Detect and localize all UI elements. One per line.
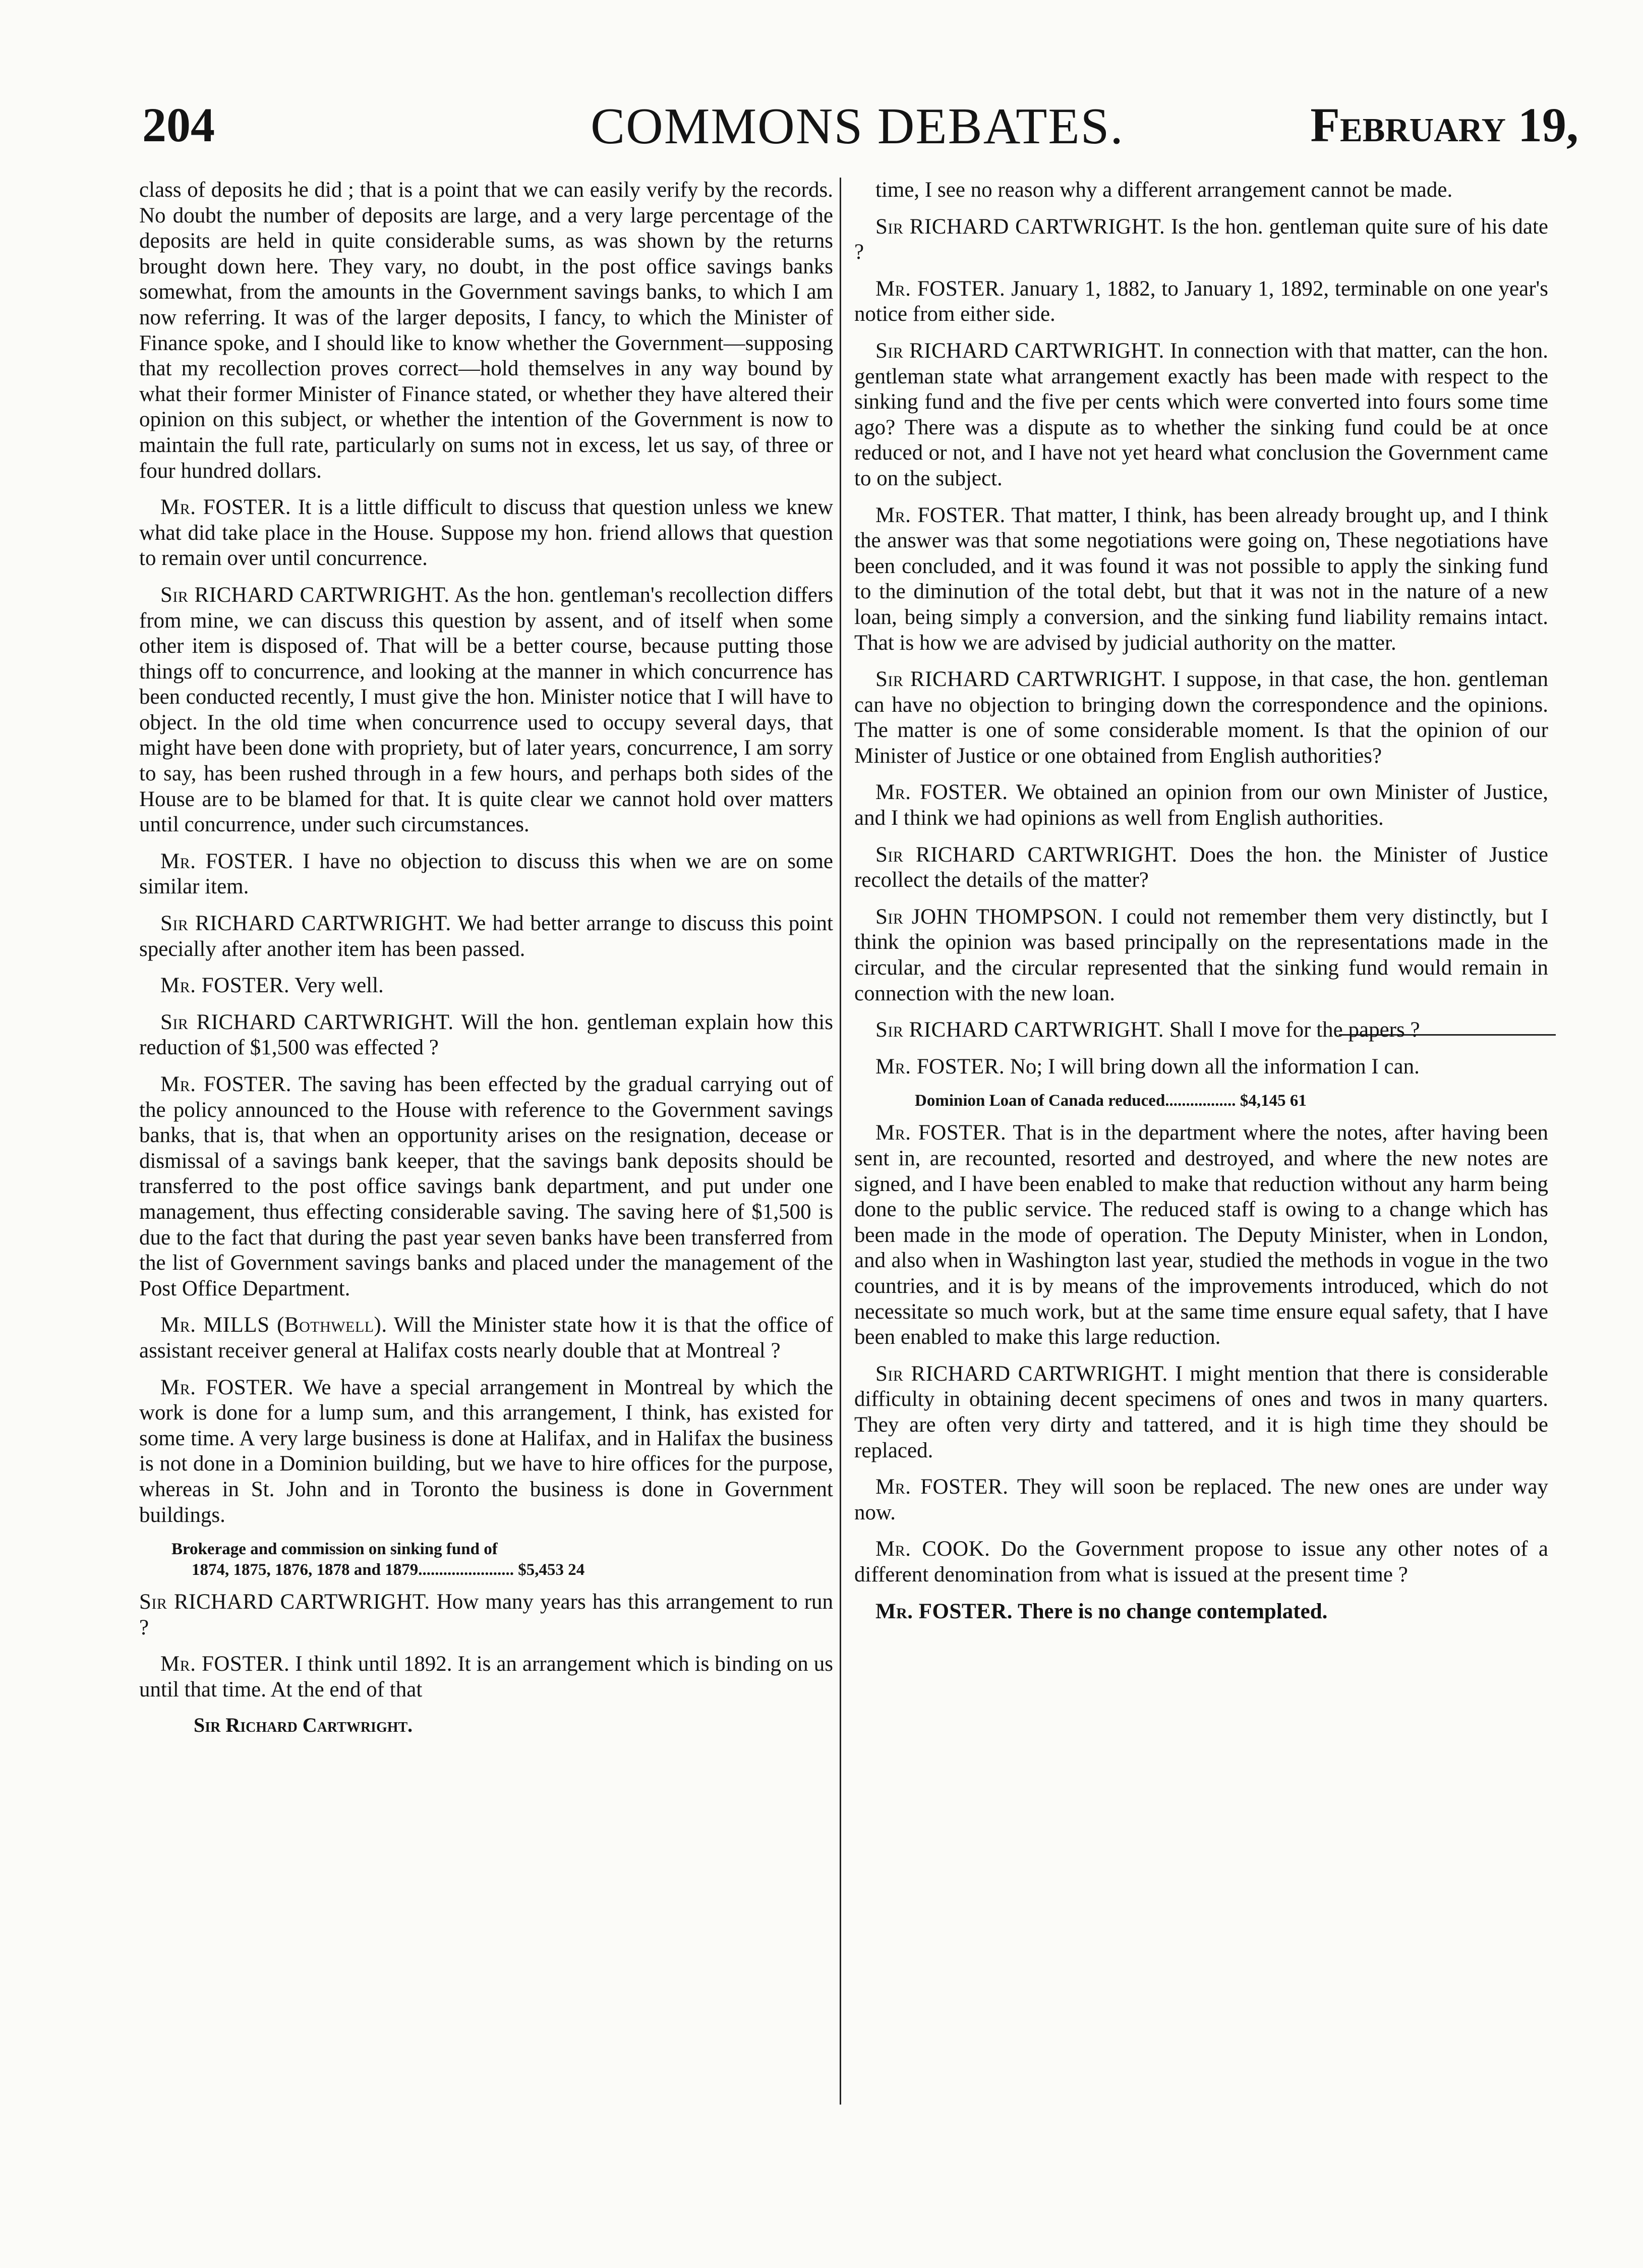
right-paragraphs-after (854, 1120, 1548, 1624)
speech-text: I might mention that there is considerable difficulty in obtaining decent specimens of ones and twos in many quarters. They are often very dirty and tattered, and it is high time they should be replaced. (854, 1362, 1548, 1462)
estimate-item-amount: $5,453 24 (518, 1561, 585, 1579)
speech-text: Shall I move for the papers ? (1169, 1018, 1420, 1042)
speech-paragraph (854, 214, 1548, 265)
left-paragraphs-after (139, 1590, 833, 1703)
column-divider (840, 178, 841, 2105)
speaker-name: Sir RICHARD CARTWRIGHT. (160, 1010, 454, 1034)
speaker-name: Sir RICHARD CARTWRIGHT. (160, 912, 451, 936)
speech-text: That matter, I think, has been already brought up, and I think the answer was that some negotiations were going on, These negotiations have been concluded, and it was found it was not possible to apply the sinking fund to the diminution of the total debt, but that it was not in the nature of a new loan, being simply a conversion, and the sinking fund liability remains intact. That is how we are advised by judicial authority on the matter. (854, 503, 1548, 655)
speech-paragraph (854, 178, 1548, 203)
speech-paragraph (854, 1475, 1548, 1525)
speaker-name: Mr. FOSTER. (160, 495, 291, 520)
speech-text: In connection with that matter, can the hon. gentleman state what arrangement exactly has been made with respect to the sinking fund and the five per cents which were converted into fours some time ago? There was a dispute as to whether the sinking fund could be at once reduced or not, and I have not yet heard what conclusion the Government came to on the subject. (854, 338, 1548, 490)
estimate-item-amount: $4,145 61 (1240, 1092, 1307, 1110)
speech-paragraph (139, 1590, 833, 1640)
catchword: Sir Richard Cartwright. (194, 1714, 413, 1737)
speaker-name: Sir RICHARD CARTWRIGHT. (875, 842, 1178, 867)
speaker-name: Mr. FOSTER. (875, 503, 1006, 527)
speech-paragraph (854, 1599, 1548, 1625)
estimate-item (139, 1539, 833, 1580)
speech-text: I suppose, in that case, the hon. gentleman can have no objection to bringing down the correspondence and the opinions. The matter is one of some considerable moment. Is that the opinion of our Minister of Justice or one obtained from English authorities? (854, 667, 1548, 768)
speech-paragraph (854, 503, 1548, 656)
left-paragraphs (139, 178, 833, 1528)
speech-text: It is a little difficult to discuss that question unless we knew what did take place in the House. Suppose my hon. friend allows that question to remain over until concurrence. (139, 495, 833, 571)
speech-text: No; I will bring down all the information I can. (1010, 1054, 1420, 1079)
speaker-name: Sir JOHN THOMPSON. (875, 904, 1103, 929)
speech-paragraph (854, 1537, 1548, 1587)
speech-text: I have no objection to discuss this when we are on some similar item. (139, 849, 834, 899)
speech-text: I think until 1892. It is an arrangement which is binding on us until that time. At the end of that (139, 1652, 833, 1702)
speaker-name: Mr. FOSTER. (875, 780, 1008, 805)
speaker-name: Sir RICHARD CARTWRIGHT. (875, 1018, 1164, 1042)
right-column (854, 178, 1548, 1635)
journal-title: COMMONS DEBATES. (591, 98, 1124, 155)
speech-paragraph (139, 1313, 833, 1364)
speech-text: There is no change contemplated. (1018, 1599, 1328, 1623)
speaker-name: Sir RICHARD CARTWRIGHT. (139, 1590, 430, 1614)
speech-text: How many years has this arrangement to run ? (139, 1590, 834, 1639)
speech-text: They will soon be replaced. The new ones are under way now. (854, 1475, 1548, 1524)
speech-paragraph (854, 276, 1548, 327)
speech-paragraph (139, 1652, 833, 1703)
page-number: 204 (142, 98, 215, 152)
estimate-item-label-cont: 1874, 1875, 1876, 1878 and 1879....................... (192, 1561, 514, 1579)
left-column (139, 178, 833, 1737)
speaker-name: Mr. FOSTER. (160, 1072, 291, 1096)
speech-text: We obtained an opinion from our own Minister of Justice, and I think we had opinions as well from English authorities. (854, 780, 1548, 830)
speech-paragraph (139, 849, 833, 900)
page-header (0, 0, 1643, 166)
speaker-name: Sir RICHARD CARTWRIGHT. (875, 1362, 1168, 1386)
speech-text: The saving has been effected by the gradual carrying out of the policy announced to the House with reference to the Government savings banks, that is, that when an opportunity arises on the resignation, decease or dismissal of a savings bank keeper, that the savings bank deposits should be transferred to the post office savings bank department, and put under one management, thus effecting considerable saving. The saving here of $1,500 is due to the fact that during the past year seven banks have been transferred from the list of Government savings banks and placed under the management of the Post Office Department. (139, 1072, 834, 1300)
speaker-name: Sir RICHARD CARTWRIGHT. (875, 214, 1165, 239)
speech-paragraph (139, 1375, 833, 1528)
speaker-name: Mr. FOSTER. (875, 276, 1006, 301)
speech-paragraph (139, 495, 833, 572)
speech-text: Does the hon. the Minister of Justice recollect the details of the matter? (854, 842, 1548, 892)
speaker-name: Mr. FOSTER. (875, 1599, 1013, 1623)
speech-text: Very well. (295, 974, 384, 998)
speaker-name: Sir RICHARD CARTWRIGHT. (875, 667, 1166, 692)
speech-paragraph (139, 911, 833, 962)
speech-paragraph (854, 1054, 1548, 1080)
speech-paragraph (139, 973, 833, 999)
speech-paragraph (854, 780, 1548, 831)
speech-text: We have a special arrangement in Montreal by which the work is done for a lump sum, and this arrangement, I think, has existed for some time. A very large business is done at Halifax, and in Halifax the business is not done in a Dominion building, but we have to hire offices for the purpose, whereas in St. John and in Toronto the business is done in Government buildings. (139, 1375, 833, 1527)
speech-text: class of deposits he did ; that is a point that we can easily verify by the records. No doubt the number of deposits are large, and a very large percentage of the deposits are held in quite considerable sums, as was shown by the returns brought down here. They vary, no doubt, in the post office savings banks somewhat, from the amounts in the Government savings banks, to which I am now referring. It was of the larger deposits, I fancy, to which the Minister of Finance spoke, and I should like to know whether the Government—supposing that my recollection proves correct—hold themselves in any way bound by what their former Minister of Finance stated, or whether they have altered their opinion on this subject, or whether the intention of the Government is now to maintain the full rate, particularly on sums not in excess, let us say, of three or four hundred dollars. (139, 178, 833, 483)
speech-text: Will the Minister state how it is that the office of assistant receiver general at Halifax costs nearly double that at Montreal ? (139, 1313, 834, 1363)
estimate-item-label: Dominion Loan of Canada reduced................. (915, 1092, 1236, 1110)
speaker-name: Mr. FOSTER. (875, 1475, 1009, 1499)
speech-text: January 1, 1882, to January 1, 1892, terminable on one year's notice from either side. (854, 276, 1548, 326)
speech-paragraph (139, 1072, 833, 1301)
estimate-item-label: Brokerage and commission on sinking fund of (171, 1540, 498, 1559)
header-date: February 19, (1310, 98, 1578, 152)
speech-text: Do the Government propose to issue any other notes of a different denomination from what is issued at the present time ? (854, 1537, 1549, 1586)
speech-paragraph (854, 1362, 1548, 1463)
speech-paragraph (854, 842, 1548, 893)
speaker-name: Mr. FOSTER. (875, 1054, 1005, 1079)
speech-paragraph (139, 178, 833, 484)
speech-paragraph (139, 583, 833, 838)
speech-text: We had better arrange to discuss this point specially after another item has been passed. (139, 912, 833, 961)
speech-paragraph (854, 338, 1548, 492)
speaker-name: Sir RICHARD CARTWRIGHT. (875, 338, 1164, 363)
speech-paragraph (854, 1017, 1548, 1043)
speech-text: That is in the department where the notes, after having been sent in, are recounted, resorted and destroyed, and where the new notes are signed, and I have been enabled to make that reduction without any harm being done to the public service. The reduced staff is owing to a change which has been made in the mode of operation. The Deputy Minister, when in London, and also when in Washington last year, studied the methods in vogue in the two countries, and it is by means of the improvements introduced, which do not necessitate so much work, but at the same time ensure equal safety, that I have been enabled to make this large reduction. (854, 1121, 1548, 1349)
speaker-name: Mr. MILLS (Bothwell). (160, 1313, 387, 1337)
speech-text: time, I see no reason why a different arrangement cannot be made. (875, 178, 1453, 202)
estimate-item (854, 1091, 1548, 1111)
speech-paragraph (139, 1010, 833, 1061)
speech-paragraph (854, 667, 1548, 769)
speaker-name: Mr. FOSTER. (160, 974, 290, 998)
speech-paragraph (854, 904, 1548, 1006)
speech-text: As the hon. gentleman's recollection differs from mine, we can discuss this question by assent, and of itself when some other item is disposed of. That will be a better course, because putting those things off to concurrence, and looking at the manner in which concurrence has been conducted recently, I must give the hon. Minister notice that I will have to object. In the old time when concurrence used to occupy several days, that might have been done with propriety, but of later years, concurrence, I am sorry to say, has been rushed through in a few hours, and perhaps both sides of the House are to be blamed for that. It is quite clear we cannot hold over matters until concurrence, under such circumstances. (139, 583, 833, 837)
speaker-name: Mr. FOSTER. (160, 1652, 290, 1676)
speech-text: Is the hon. gentleman quite sure of his date ? (854, 214, 1548, 264)
speech-text: I could not remember them very distinctly, but I think the opinion was based principally on the representations made in the circular, and the circular represented that the sinking fund would remain in connection with the new loan. (854, 904, 1549, 1005)
speaker-name: Mr. FOSTER. (160, 849, 294, 873)
speaker-name: Sir RICHARD CARTWRIGHT. (160, 583, 450, 607)
speech-text: Will the hon. gentleman explain how this reduction of $1,500 was effected ? (139, 1010, 833, 1060)
speaker-name: Mr. COOK. (875, 1537, 990, 1561)
speaker-name: Mr. FOSTER. (160, 1375, 294, 1399)
speaker-name: Mr. FOSTER. (875, 1121, 1007, 1145)
speech-paragraph (854, 1120, 1548, 1350)
right-paragraphs (854, 178, 1548, 1080)
